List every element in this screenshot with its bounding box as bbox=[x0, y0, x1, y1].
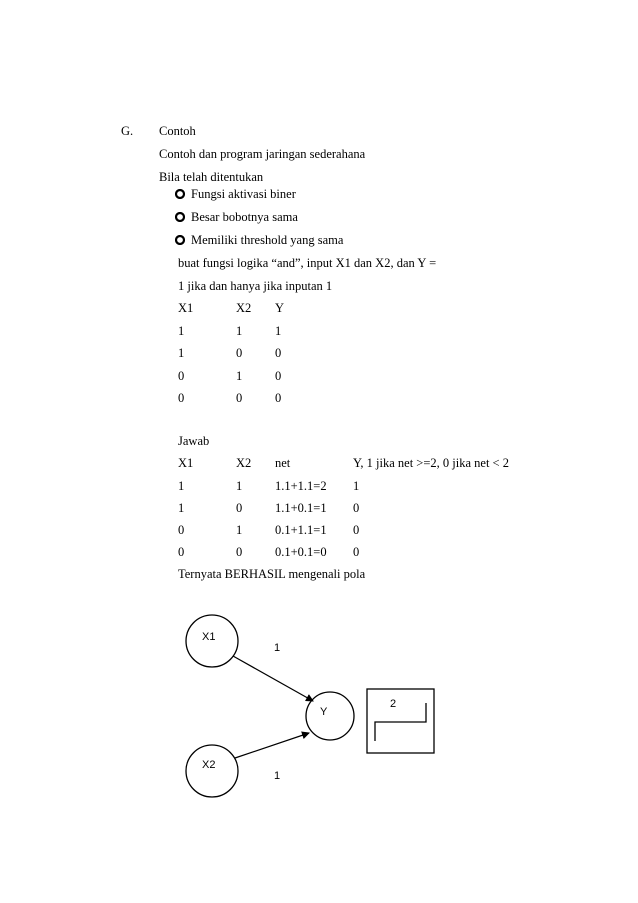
intro-text: Contoh dan program jaringan sederahana bbox=[159, 147, 366, 161]
input-node-x2 bbox=[186, 745, 238, 797]
section-title: Contoh bbox=[159, 124, 196, 138]
table-cell: 0 bbox=[275, 346, 282, 360]
weight-edge-2 bbox=[235, 733, 309, 758]
task-line-1: buat fungsi logika “and”, input X1 dan X2, dan Y = bbox=[178, 256, 437, 270]
table-header: X2 bbox=[236, 456, 252, 470]
table-cell: 0 bbox=[275, 369, 282, 383]
table-cell: 1 bbox=[236, 324, 243, 338]
table-cell: 1 bbox=[178, 324, 185, 338]
given-text: Bila telah ditentukan bbox=[159, 170, 264, 184]
bullet-item: Fungsi aktivasi biner bbox=[191, 187, 296, 201]
section-letter: G. bbox=[121, 124, 134, 138]
input-label-x2: X2 bbox=[202, 759, 216, 771]
table-cell: 1 bbox=[178, 479, 185, 493]
table-header: net bbox=[275, 456, 291, 470]
table-cell: 0 bbox=[178, 545, 185, 559]
table-cell: 1 bbox=[236, 479, 243, 493]
conclusion-text: Ternyata BERHASIL mengenali pola bbox=[178, 567, 366, 581]
table-cell: 0 bbox=[275, 391, 282, 405]
table-cell: 0 bbox=[236, 545, 243, 559]
table-cell: 0.1+0.1=0 bbox=[275, 545, 327, 559]
table-cell: 1.1+0.1=1 bbox=[275, 501, 327, 515]
weight-edge-1 bbox=[233, 656, 313, 701]
table-cell: 1.1+1.1=2 bbox=[275, 479, 327, 493]
table-cell: 0.1+1.1=1 bbox=[275, 523, 327, 537]
input-label-x1: X1 bbox=[202, 631, 216, 643]
weight-label-2: 1 bbox=[274, 770, 281, 782]
task-line-2: 1 jika dan hanya jika inputan 1 bbox=[178, 279, 333, 293]
table-header: X1 bbox=[178, 456, 194, 470]
bullet-item: Memiliki threshold yang sama bbox=[191, 233, 344, 247]
table-cell: 0 bbox=[236, 391, 243, 405]
table-header: X2 bbox=[236, 301, 252, 315]
table-cell: 1 bbox=[275, 324, 282, 338]
table-cell: 1 bbox=[236, 369, 243, 383]
table-cell: 1 bbox=[353, 479, 360, 493]
table-cell: 1 bbox=[178, 346, 185, 360]
answer-label: Jawab bbox=[178, 434, 210, 448]
output-label-y: Y bbox=[320, 706, 328, 718]
table-cell: 0 bbox=[353, 501, 360, 515]
step-function-icon bbox=[375, 703, 426, 741]
table-cell: 0 bbox=[236, 501, 243, 515]
table-cell: 0 bbox=[353, 523, 360, 537]
table-cell: 0 bbox=[353, 545, 360, 559]
table-header: Y, 1 jika net >=2, 0 jika net < 2 bbox=[353, 456, 509, 470]
weight-label-1: 1 bbox=[274, 642, 281, 654]
table-cell: 1 bbox=[236, 523, 243, 537]
table-cell: 0 bbox=[178, 391, 185, 405]
bullet-item: Besar bobotnya sama bbox=[191, 210, 298, 224]
table-cell: 0 bbox=[236, 346, 243, 360]
table-header: X1 bbox=[178, 301, 194, 315]
output-node-y bbox=[306, 692, 354, 740]
table-cell: 1 bbox=[178, 501, 185, 515]
threshold-box bbox=[367, 689, 434, 753]
threshold-label: 2 bbox=[390, 698, 397, 710]
table-cell: 0 bbox=[178, 523, 185, 537]
table-header: Y bbox=[275, 301, 285, 315]
table-cell: 0 bbox=[178, 369, 185, 383]
